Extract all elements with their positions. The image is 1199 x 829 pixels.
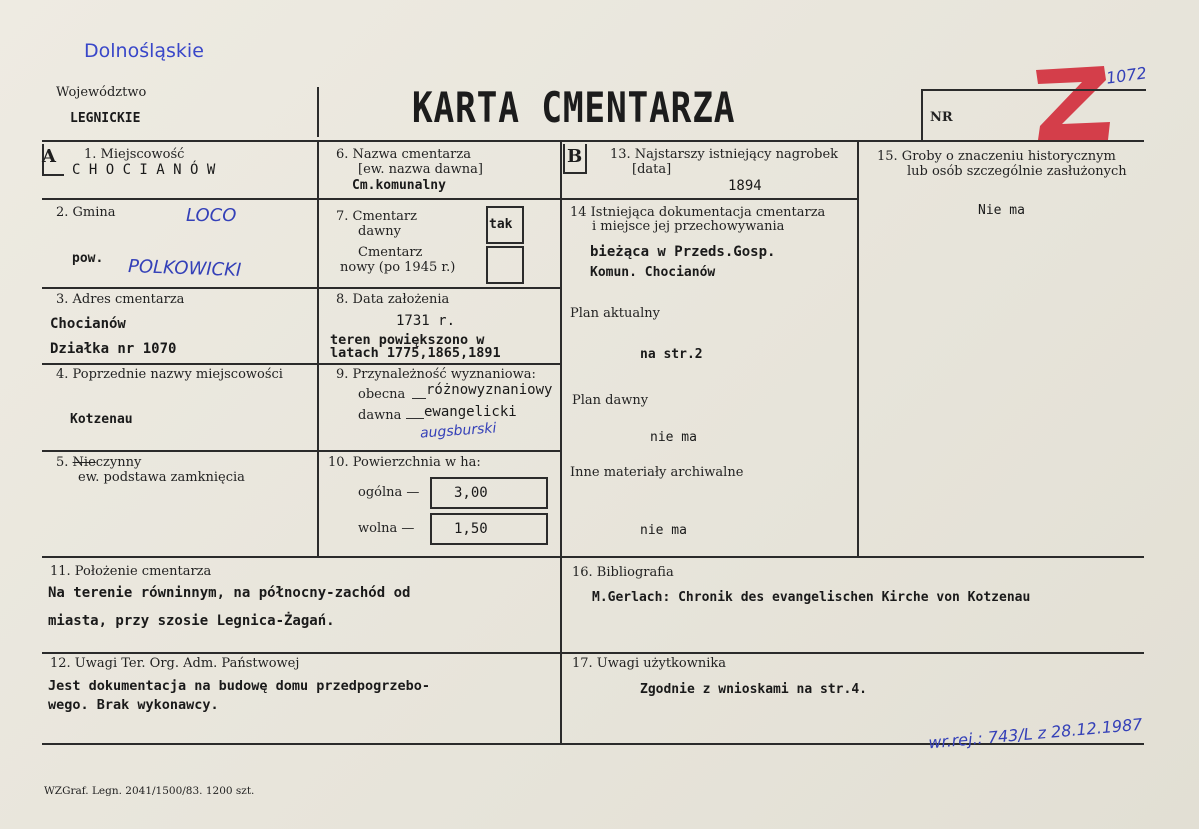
f8-label: 8. Data założenia xyxy=(336,292,450,307)
f1-label: 1. Miejscowość xyxy=(84,147,185,162)
f2-label: 2. Gmina xyxy=(56,205,116,220)
f7-tak: tak xyxy=(489,217,513,232)
f12-line1: Jest dokumentacja na budowę domu przedpogrzebo- xyxy=(48,678,431,694)
f13-label: 13. Najstarszy istniejący nagrobek xyxy=(610,147,839,162)
region-stamp: Dolnośląskie xyxy=(84,40,204,62)
f15-label1: 15. Groby o znaczeniu historycznym xyxy=(877,149,1116,164)
f6-value: Cm.komunalny xyxy=(352,178,446,193)
f2-pow-label: pow. xyxy=(72,251,104,266)
f14-line1: bieżąca w Przeds.Gosp. xyxy=(590,244,776,260)
f10-ogolna-label: ogólna — xyxy=(358,485,420,500)
voivodeship-label: Województwo xyxy=(56,85,147,100)
f4-value: Kotzenau xyxy=(70,412,133,427)
f9-obecna-label: obecna xyxy=(358,387,406,402)
f11-line2: miasta, przy szosie Legnica-Żagań. xyxy=(48,613,335,629)
f5-label: 5. Nieczynny xyxy=(56,455,142,470)
row-line xyxy=(317,198,561,200)
plan-aktualny-label: Plan aktualny xyxy=(570,306,661,321)
f7-nowy-box xyxy=(486,246,524,284)
nr-handwritten: 1072 xyxy=(1104,63,1148,88)
f7-label1: 7. Cmentarz xyxy=(336,209,417,224)
nr-left-line xyxy=(921,89,923,141)
f10-wolna-box xyxy=(430,513,548,545)
f9-dawna-value: ewangelicki xyxy=(424,404,517,420)
f3-line1: Chocianów xyxy=(50,316,126,332)
f7-label4: nowy (po 1945 r.) xyxy=(340,260,456,275)
voivodeship-value: LEGNICKIE xyxy=(70,111,141,126)
plan-dawny-label: Plan dawny xyxy=(572,393,649,408)
f5-label-text: czynny xyxy=(95,455,142,470)
row-line xyxy=(42,363,318,365)
row-line xyxy=(317,450,561,452)
f17-value: Zgodnie z wnioskami na str.4. xyxy=(640,682,867,697)
f10-label: 10. Powierzchnia w ha: xyxy=(328,455,481,470)
f4-label: 4. Poprzednie nazwy miejscowości xyxy=(56,367,283,382)
f11-label: 11. Położenie cmentarza xyxy=(50,564,212,579)
f16-value: M.Gerlach: Chronik des evangelischen Kirche von Kotzenau xyxy=(592,590,1031,605)
f6-label: 6. Nazwa cmentarza xyxy=(336,147,471,162)
f14-sub: i miejsce jej przechowywania xyxy=(592,219,785,234)
f5-sub: ew. podstawa zamknięcia xyxy=(78,470,245,485)
f2-value: LOCO xyxy=(186,205,237,226)
header-divider xyxy=(317,87,319,137)
f14-label: 14 Istniejąca dokumentacja cmentarza xyxy=(570,205,826,220)
inne-value: nie ma xyxy=(640,523,687,538)
f11-line1: Na terenie równinnym, na północny-zachód od xyxy=(48,585,411,601)
f5-struck: Nie xyxy=(72,455,96,470)
row-line xyxy=(42,450,318,452)
section-b-box xyxy=(563,144,585,174)
f13-sub: [data] xyxy=(632,162,672,177)
f10-wolna-value: 1,50 xyxy=(454,521,488,537)
f8-line2: teren powiększono w xyxy=(330,332,485,348)
lower-line-1 xyxy=(42,556,1144,558)
red-z-icon xyxy=(1034,62,1112,142)
f15-value: Nie ma xyxy=(978,203,1025,218)
f12-label: 12. Uwagi Ter. Org. Adm. Państwowej xyxy=(50,656,300,671)
col-divider-1 xyxy=(317,140,319,557)
card-title: KARTA CMENTARZA xyxy=(412,83,736,132)
f2-pow-value: POLKOWICKI xyxy=(127,256,242,281)
row-line xyxy=(42,287,318,289)
section-b-box-right xyxy=(585,144,587,174)
f13-value: 1894 xyxy=(728,178,762,194)
inne-label: Inne materiały archiwalne xyxy=(570,465,744,480)
f9-dash xyxy=(406,418,424,419)
section-a-letter: A xyxy=(42,146,56,167)
red-z-mark xyxy=(1034,62,1112,142)
f3-label: 3. Adres cmentarza xyxy=(56,292,185,307)
f17-label: 17. Uwagi użytkownika xyxy=(572,656,727,671)
f7-label2: dawny xyxy=(358,224,401,239)
f9-label: 9. Przynależność wyznaniowa: xyxy=(336,367,536,382)
f10-ogolna-box xyxy=(430,477,548,509)
f8-line3: latach 1775,1865,1891 xyxy=(330,345,501,361)
f1-value: C H O C I A N Ó W xyxy=(72,162,216,178)
f8-value: 1731 r. xyxy=(396,313,456,329)
f9-handwritten: augsburski xyxy=(419,420,497,442)
f9-dash xyxy=(412,398,426,399)
f10-wolna-label: wolna — xyxy=(358,521,415,536)
nr-label: NR xyxy=(930,110,953,125)
nr-top-line xyxy=(921,89,1146,91)
section-b-letter: B xyxy=(567,146,583,167)
plan-aktualny-value: na str.2 xyxy=(640,347,703,362)
row-line xyxy=(560,198,858,200)
printer-imprint: WZGraf. Legn. 2041/1500/83. 1200 szt. xyxy=(44,785,255,797)
registry-note: wr.rej.: 743/L z 28.12.1987 xyxy=(927,714,1144,753)
f7-dawny-box xyxy=(486,206,524,244)
f10-ogolna-value: 3,00 xyxy=(454,485,488,501)
header-bottom-line xyxy=(42,140,1144,142)
section-a-box xyxy=(42,144,64,176)
row-line xyxy=(317,363,561,365)
lower-line-2 xyxy=(42,652,1144,654)
plan-dawny-value: nie ma xyxy=(650,430,697,445)
f9-dawna-label: dawna xyxy=(358,408,402,423)
f3-line2: Działka nr 1070 xyxy=(50,341,177,357)
row-line xyxy=(317,287,561,289)
f14-line2: Komun. Chocianów xyxy=(590,265,716,280)
row-line xyxy=(42,198,318,200)
f9-obecna-value: różnowyznaniowy xyxy=(426,382,553,398)
col-divider-3 xyxy=(857,140,859,558)
f12-line2: wego. Brak wykonawcy. xyxy=(48,697,219,713)
f16-label: 16. Bibliografia xyxy=(572,565,674,580)
f15-label2: lub osób szczególnie zasłużonych xyxy=(907,164,1127,179)
f6-sub: [ew. nazwa dawna] xyxy=(358,162,483,177)
f7-label3: Cmentarz xyxy=(358,245,423,260)
